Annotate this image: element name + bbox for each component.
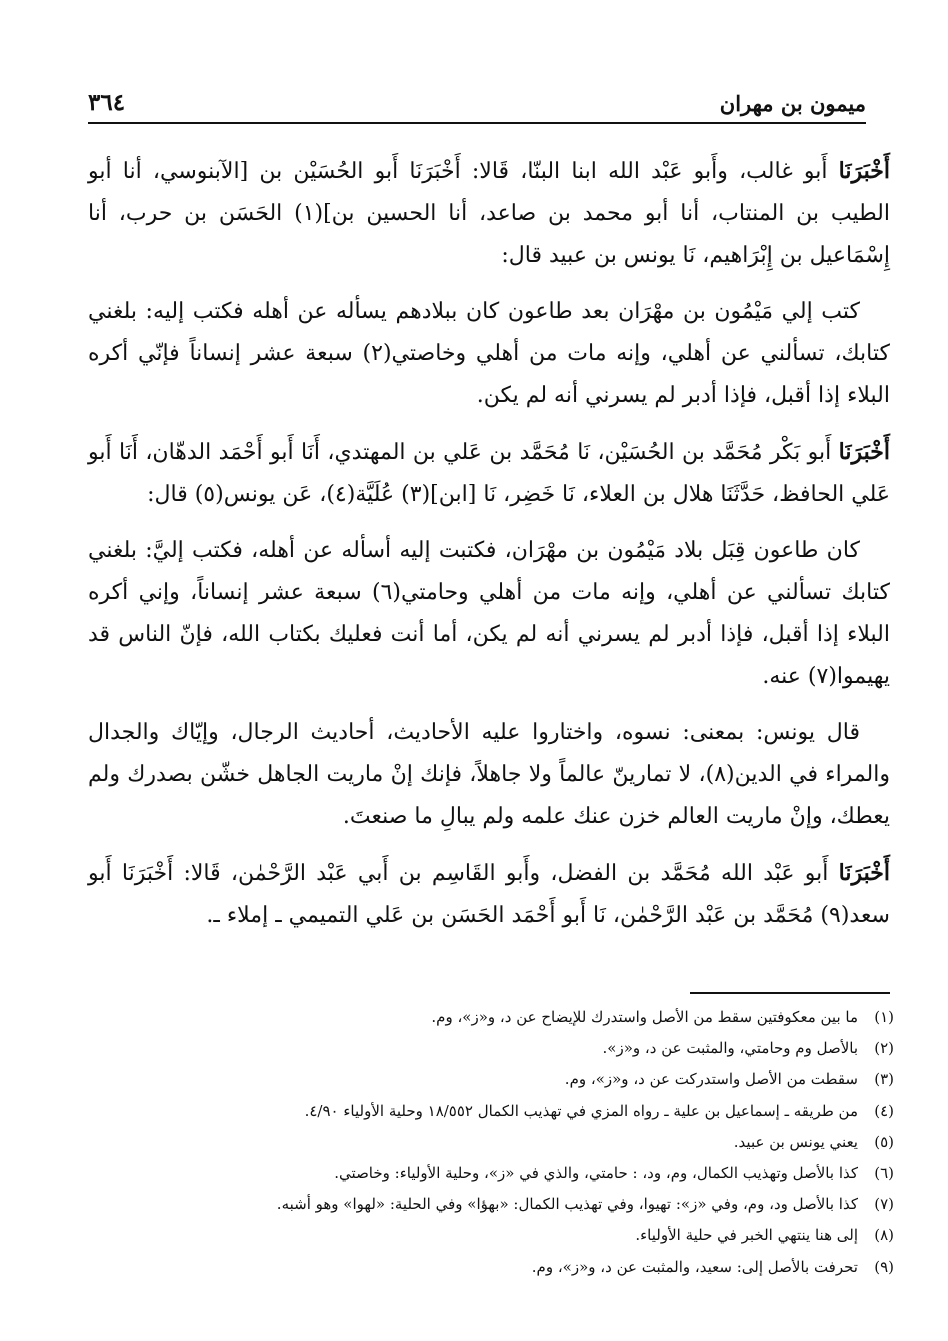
footnote-item (100, 1189, 894, 1220)
footnote-number: (٦) (874, 1164, 894, 1183)
footnote-item (100, 1158, 894, 1189)
footnote-number: (٧) (874, 1195, 894, 1214)
paragraph-text: قال يونس: بمعنى: نسوه، واختاروا عليه الأحاديث، أحاديث الرجال، وإيّاك والجدال والمراء في الدين(٨)، لا تمارينّ عالماً ولا جاهلاً، فإنك إنْ ماريت الجاهل خشّن بصدرك ولم يعطك، وإنْ ماريت العالم خزن عنك علمه ولم يبالِ ما صنعتَ. (88, 720, 890, 829)
footnote-item (100, 1033, 894, 1064)
paragraph-text: أَبو غالب، وأَبو عَبْد الله ابنا البنّا، قَالا: أَخْبَرَنَا أَبو الحُسَيْن بن [الآبنوسي، أنا أبو الطيب بن المنتاب، أنا أبو محمد بن صاعد، أنا الحسين بن](١) الحَسَن بن حرب، أنا إِسْمَاعيل بن إِبْرَاهيم، نَا يونس بن عبيد قال: (88, 159, 890, 268)
isnad-paragraph-1 (88, 150, 890, 277)
footnote-text: من طريقه ـ إسماعيل بن علية ـ رواه المزي في تهذيب الكمال ١٨/٥٥٢ وحلية الأولياء ٤/٩٠. (304, 1101, 858, 1120)
main-text (88, 150, 890, 951)
akhbarana-word: أَخْبَرَنَا (838, 439, 890, 465)
footnote-item (100, 1064, 894, 1095)
footnote-number: (٩) (874, 1257, 894, 1276)
isnad-paragraph-3 (88, 852, 890, 937)
matn-paragraph-2 (88, 530, 890, 698)
commentary-paragraph (88, 712, 890, 838)
footnote-item (100, 1252, 894, 1283)
isnad-paragraph-2 (88, 431, 890, 516)
paragraph-text: كان طاعون قِبَل بلاد مَيْمُون بن مهْرَان، فكتبت إليه أسأله عن أهله، فكتب إليَّ: بلغني كتابك تسألني عن أهلي، وإنه مات من أهلي وحامتي(٦) سبعة عشر إنساناً، وإني أكره البلاء إذا أقبل، فإذا أدبر لم يسرني أنه لم يكن، أما أنت فعليك بكتاب الله، فإنّ الناس قد يهيموا(٧) عنه. (88, 538, 890, 689)
footnote-number: (٨) (874, 1226, 894, 1245)
footnote-text: بالأصل وم وحامتي، والمثبت عن د، و«ز». (602, 1039, 858, 1058)
footnote-number: (٥) (874, 1132, 894, 1151)
page-number: ٣٦٤ (88, 89, 126, 116)
akhbarana-word: أَخْبَرَنَا (838, 860, 890, 886)
footnote-number: (٢) (874, 1039, 894, 1058)
footnote-text: ما بين معكوفتين سقط من الأصل واستدرك للإيضاح عن د، و«ز»، وم. (431, 1008, 858, 1026)
akhbarana-word: أَخْبَرَنَا (838, 158, 890, 184)
footnote-text: كذا بالأصل وتهذيب الكمال، وم، ود، : حامتي، والذي في «ز»، وحلية الأولياء: وخاصتي. (334, 1164, 858, 1183)
footnote-number: (١) (874, 1008, 894, 1026)
footnote-number: (٣) (874, 1070, 894, 1089)
footnote-separator (690, 992, 890, 994)
paragraph-text: أَبو عَبْد الله مُحَمَّد بن الفضل، وأَبو القَاسِم بن أَبي عَبْد الرَّحْمٰن، قَالا: أَخْبَرَنَا أَبو سعد(٩) مُحَمَّد بن عَبْد الرَّحْمٰن، نَا أَبو أَحْمَد الحَسَن بن عَلي التميمي ـ إملاء ـ. (88, 861, 890, 928)
running-title: ميمون بن مهران (719, 91, 866, 116)
footnote-number: (٤) (874, 1101, 894, 1120)
footnote-item (100, 1096, 894, 1127)
footnote-text: كذا بالأصل ود، وم، وفي «ز»: تهيوا، وفي تهذيب الكمال: «بهؤا» وفي الحلية: «لهوا» وهو أشبه. (276, 1195, 858, 1214)
footnote-text: سقطت من الأصل واستدركت عن د، و«ز»، وم. (564, 1070, 858, 1089)
footnote-text: إلى هنا ينتهي الخبر في حلية الأولياء. (635, 1226, 858, 1245)
paragraph-text: أَبو بَكْر مُحَمَّد بن الحُسَيْن، نَا مُحَمَّد بن عَلي بن المهتدي، أَنَا أَبو أَحْمَد الدهّان، أَنَا أَبو عَلي الحافظ، حَدَّثَنَا هلال بن العلاء، نَا خَضِر، نَا [ابن](٣) عُلَيَّة(٤)، عَن يونس(٥) قال: (88, 440, 890, 507)
footnotes (100, 1002, 894, 1283)
footnote-text: تحرفت بالأصل إلى: سعيد، والمثبت عن د، و«ز»، وم. (531, 1257, 858, 1276)
footnote-item (100, 1220, 894, 1251)
footnote-item (100, 1002, 894, 1033)
page-header (88, 82, 866, 124)
footnote-item (100, 1127, 894, 1158)
paragraph-text: كتب إلي مَيْمُون بن مهْرَان بعد طاعون كان ببلادهم يسأله عن أهله فكتب إليه: بلغني كتابك، تسألني عن أهلي، وإنه مات من أهلي وخاصتي(٢) سبعة عشر إنساناً فإنّي أكره البلاء إذا أقبل، فإذا أدبر لم يسرني أنه لم يكن. (88, 299, 890, 408)
matn-paragraph-1 (88, 291, 890, 417)
footnote-text: يعني يونس بن عبيد. (733, 1132, 858, 1151)
